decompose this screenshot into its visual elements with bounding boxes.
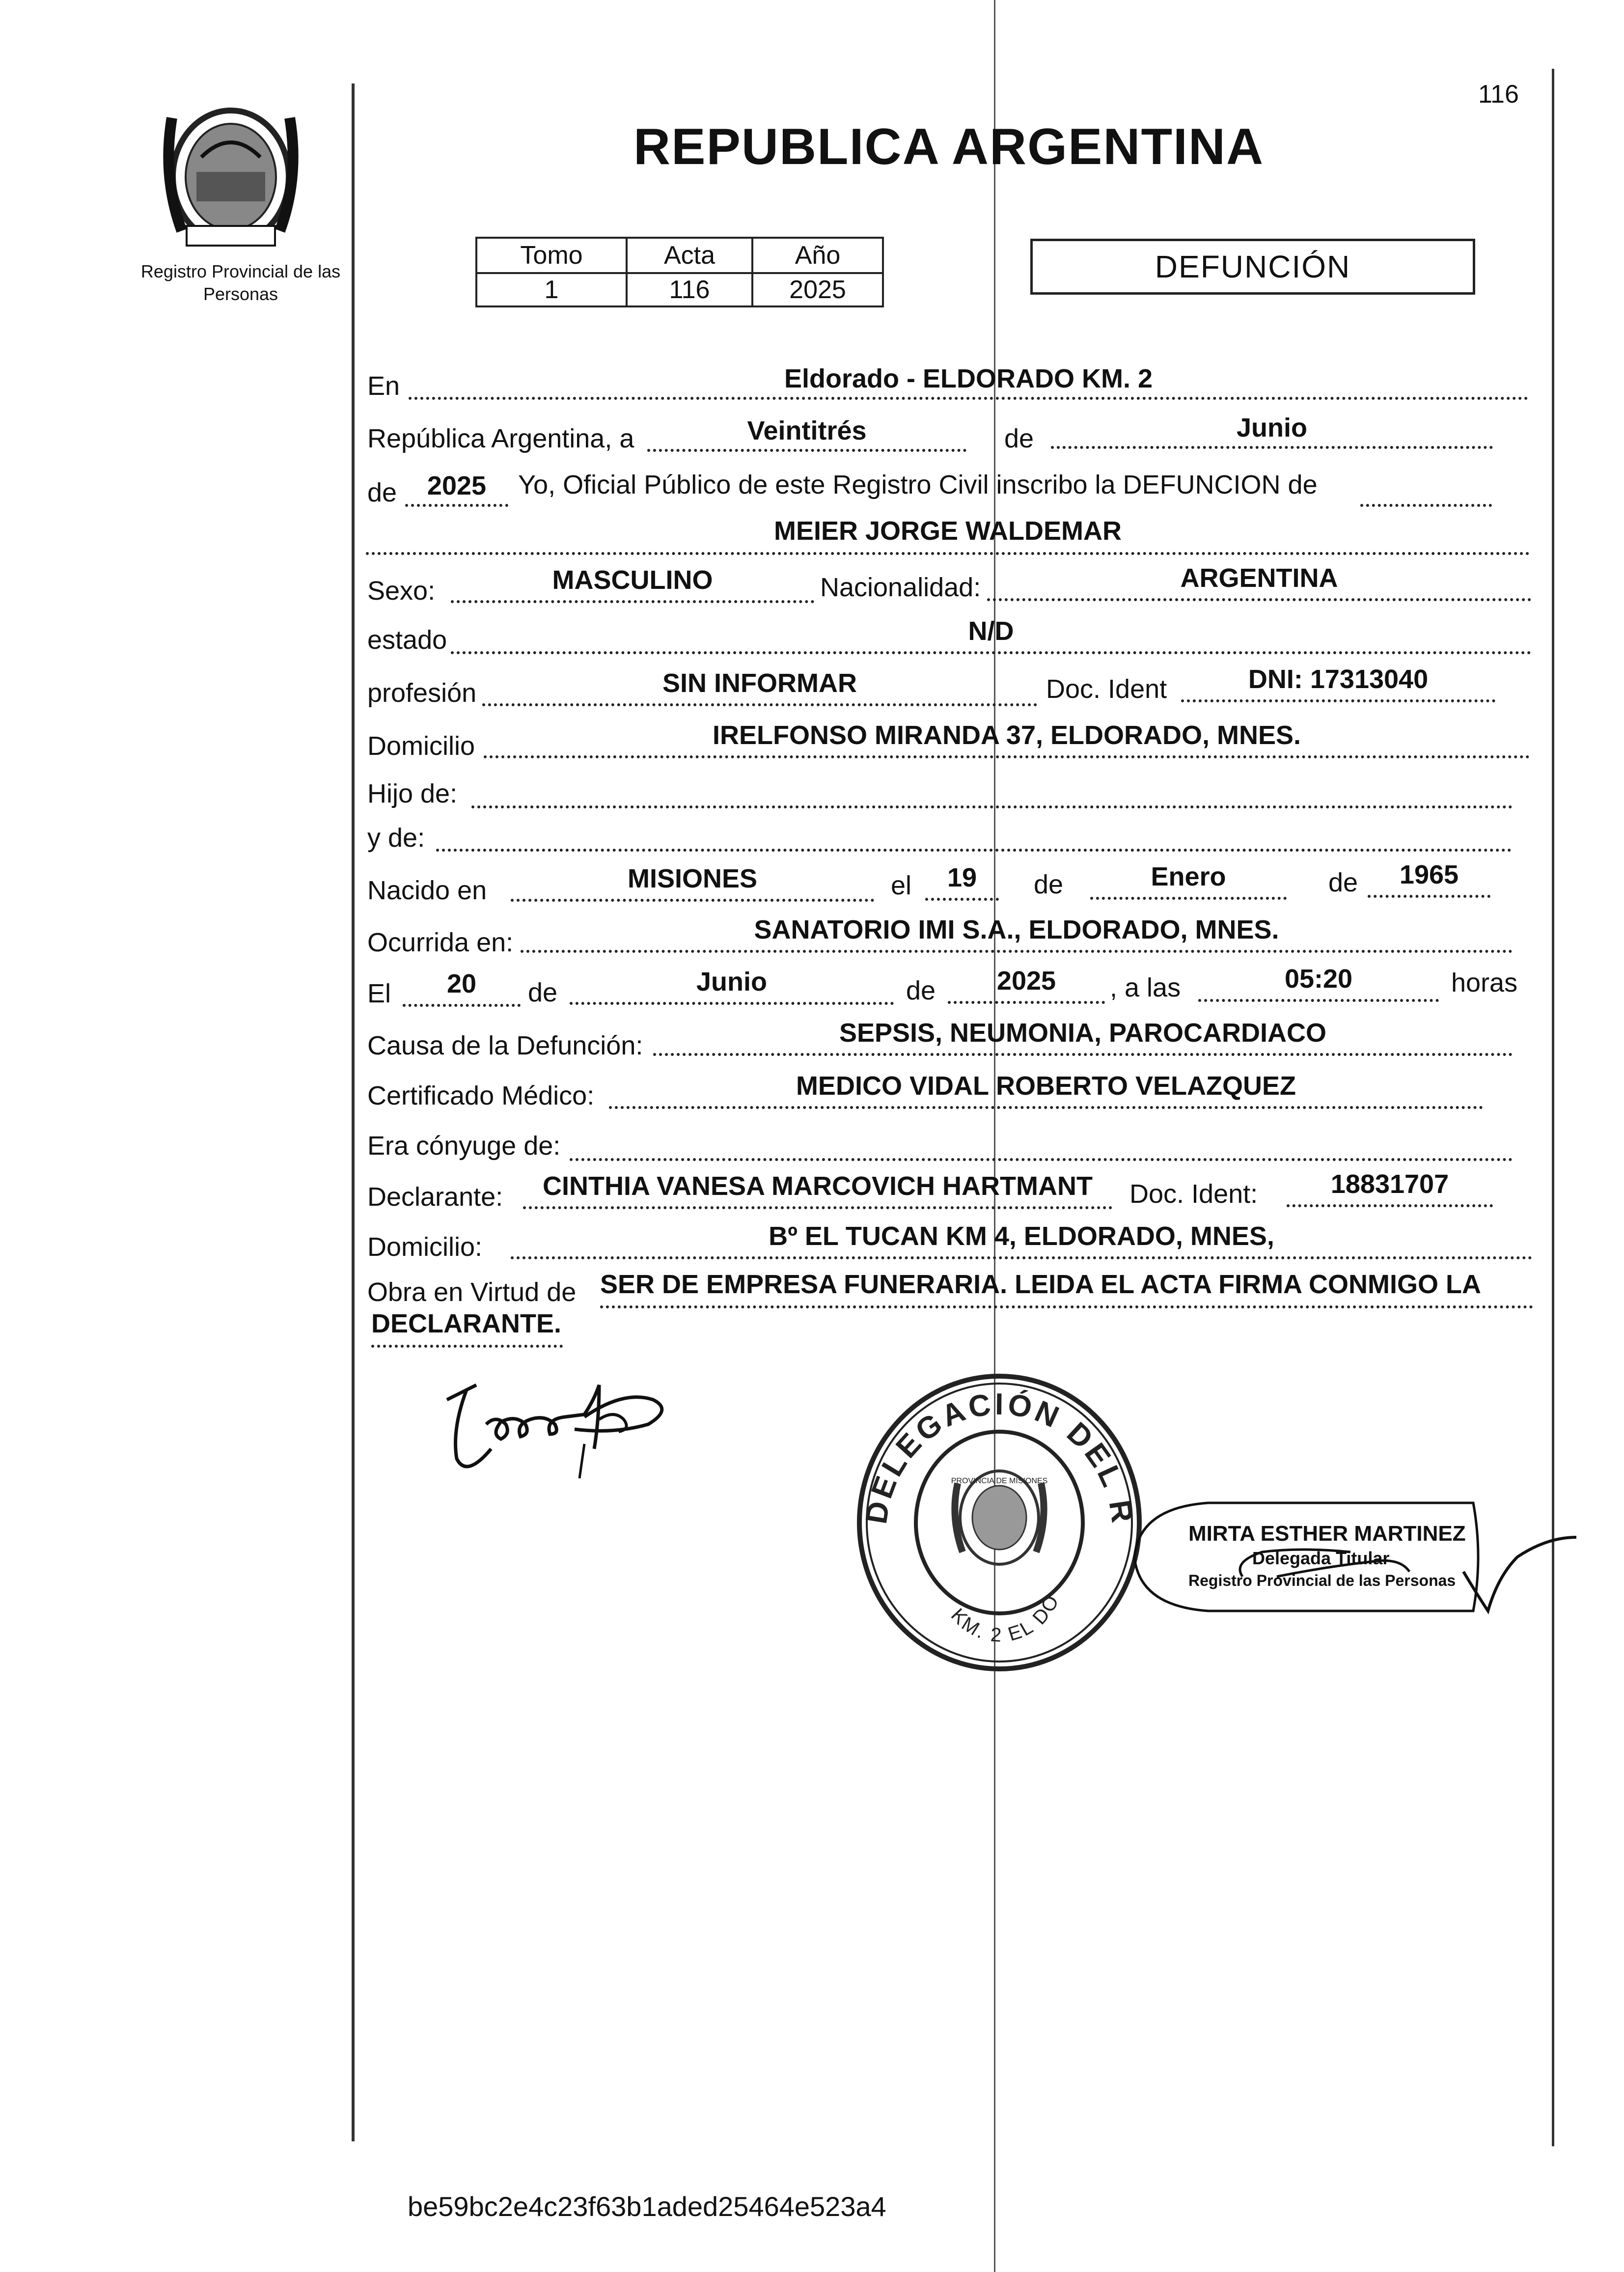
value-declarante-doc: 18831707 <box>1287 1169 1493 1207</box>
value-declarante: CINTHIA VANESA MARCOVICH HARTMANT <box>523 1171 1112 1209</box>
label-hijo-de: Hijo de: <box>367 779 458 808</box>
official-signature <box>1203 1508 1591 1621</box>
label-de-dia: de <box>528 978 558 1007</box>
label-causa: Causa de la Defunción: <box>367 1031 643 1060</box>
value-nombre: MEIER JORGE WALDEMAR <box>366 516 1530 555</box>
table-header-anio: Año <box>752 238 883 273</box>
stamp-org: Registro Provincial de las Personas <box>1188 1572 1456 1589</box>
label-el: el <box>891 871 912 900</box>
value-domicilio: IRELFONSO MIRANDA 37, ELDORADO, MNES. <box>484 720 1530 758</box>
value-nac-mes: Enero <box>1090 861 1287 900</box>
label-doc-ident: Doc. Ident <box>1046 674 1167 704</box>
label-profesion: profesión <box>367 678 477 708</box>
value-nac-anio: 1965 <box>1368 859 1490 898</box>
province-logo <box>152 98 309 250</box>
label-de-anio2: de <box>906 976 936 1005</box>
label-nacionalidad: Nacionalidad: <box>820 573 981 602</box>
seal-ring-text: DELEGACIÓN DEL R <box>859 1387 1140 1528</box>
label-y-de: y de: <box>367 823 425 853</box>
label-de2: de <box>367 478 397 507</box>
value-hora: 05:20 <box>1198 964 1439 1002</box>
label-domicilio: Domicilio <box>367 731 475 761</box>
value-nacido-en: MISIONES <box>511 863 874 902</box>
value-certificado: MEDICO VIDAL ROBERTO VELAZQUEZ <box>609 1071 1483 1109</box>
value-causa: SEPSIS, NEUMONIA, PAROCARDIACO <box>653 1018 1513 1056</box>
value-ocurrida-en: SANATORIO IMI S.A., ELDORADO, MNES. <box>521 914 1513 953</box>
value-obra-line2: DECLARANTE. <box>371 1308 563 1348</box>
label-sexo: Sexo: <box>367 576 436 606</box>
label-nacido-en: Nacido en <box>367 876 487 905</box>
stamp-title: Delegada Titular <box>1252 1548 1390 1568</box>
label-de-mes: de <box>1034 870 1064 899</box>
value-profesion: SIN INFORMAR <box>482 668 1037 706</box>
value-dni: DNI: 17313040 <box>1181 664 1495 702</box>
label-declarante: Declarante: <box>367 1182 503 1212</box>
label-republica: República Argentina, a <box>367 424 634 453</box>
label-obra: Obra en Virtud de <box>367 1277 577 1307</box>
label-ocurrida-en: Ocurrida en: <box>367 928 514 957</box>
value-dia-texto: Veintitrés <box>647 416 966 452</box>
value-estado: N/D <box>451 616 1531 654</box>
seal-bottom-text: KM. 2 EL DO <box>946 1590 1064 1647</box>
label-intro: Yo, Oficial Público de este Registro Civil inscribo la DEFUNCION de <box>518 470 1318 499</box>
label-el-dia: El <box>367 979 391 1008</box>
value-nacionalidad: ARGENTINA <box>987 563 1531 601</box>
value-declarante-dom: Bº EL TUCAN KM 4, ELDORADO, MNES, <box>511 1221 1532 1259</box>
registry-name: Registro Provincial de las Personas <box>140 261 341 304</box>
page-title: REPUBLICA ARGENTINA <box>633 118 1265 175</box>
table-cell-anio: 2025 <box>752 273 883 306</box>
value-y-de <box>436 821 1512 852</box>
label-a-las: , a las <box>1110 973 1181 1002</box>
value-def-dia: 20 <box>403 969 521 1007</box>
value-def-anio: 2025 <box>948 966 1105 1004</box>
label-certificado: Certificado Médico: <box>367 1081 595 1110</box>
document-hash: be59bc2e4c23f63b1aded25464e523a4 <box>408 2191 886 2222</box>
label-de: de <box>1004 424 1034 453</box>
value-nac-dia: 19 <box>925 862 999 901</box>
registry-seal <box>852 1370 1147 1675</box>
table-header-acta: Acta <box>627 238 752 273</box>
label-horas: horas <box>1451 968 1518 997</box>
table-cell-acta: 116 <box>627 273 752 306</box>
page-number: 116 <box>1478 80 1519 109</box>
declarant-signature <box>437 1370 692 1493</box>
label-estado: estado <box>367 625 447 655</box>
label-conyuge: Era cónyuge de: <box>367 1131 561 1161</box>
right-margin-line <box>1552 69 1554 2146</box>
record-table <box>475 237 884 307</box>
stamp-name: MIRTA ESTHER MARTINEZ <box>1188 1522 1466 1546</box>
table-header-tomo: Tomo <box>476 238 627 273</box>
value-hijo-de <box>471 776 1513 808</box>
label-domicilio2: Domicilio: <box>367 1232 483 1262</box>
value-obra-line1: SER DE EMPRESA FUNERARIA. LEIDA EL ACTA FIRMA CONMIGO LA <box>600 1269 1533 1308</box>
value-anio: 2025 <box>405 471 508 507</box>
label-doc-ident2: Doc. Ident: <box>1129 1179 1258 1209</box>
value-lugar: Eldorado - ELDORADO KM. 2 <box>409 363 1528 400</box>
act-type-box <box>1030 239 1475 295</box>
value-conyuge <box>570 1128 1513 1161</box>
value-sexo: MASCULINO <box>451 565 814 603</box>
act-type: DEFUNCIÓN <box>1155 249 1351 284</box>
left-margin-line <box>352 83 355 2141</box>
label-de-anio: de <box>1328 868 1358 897</box>
table-cell-tomo: 1 <box>476 273 627 306</box>
intro-tail-dots <box>1360 471 1492 507</box>
logo-text: PROVINCIA DE MISIONES <box>189 236 273 244</box>
value-def-mes: Junio <box>570 967 894 1005</box>
seal-inner-text: PROVINCIA DE MISIONES <box>951 1477 1048 1485</box>
value-mes: Junio <box>1051 413 1493 449</box>
label-en: En <box>367 371 400 401</box>
